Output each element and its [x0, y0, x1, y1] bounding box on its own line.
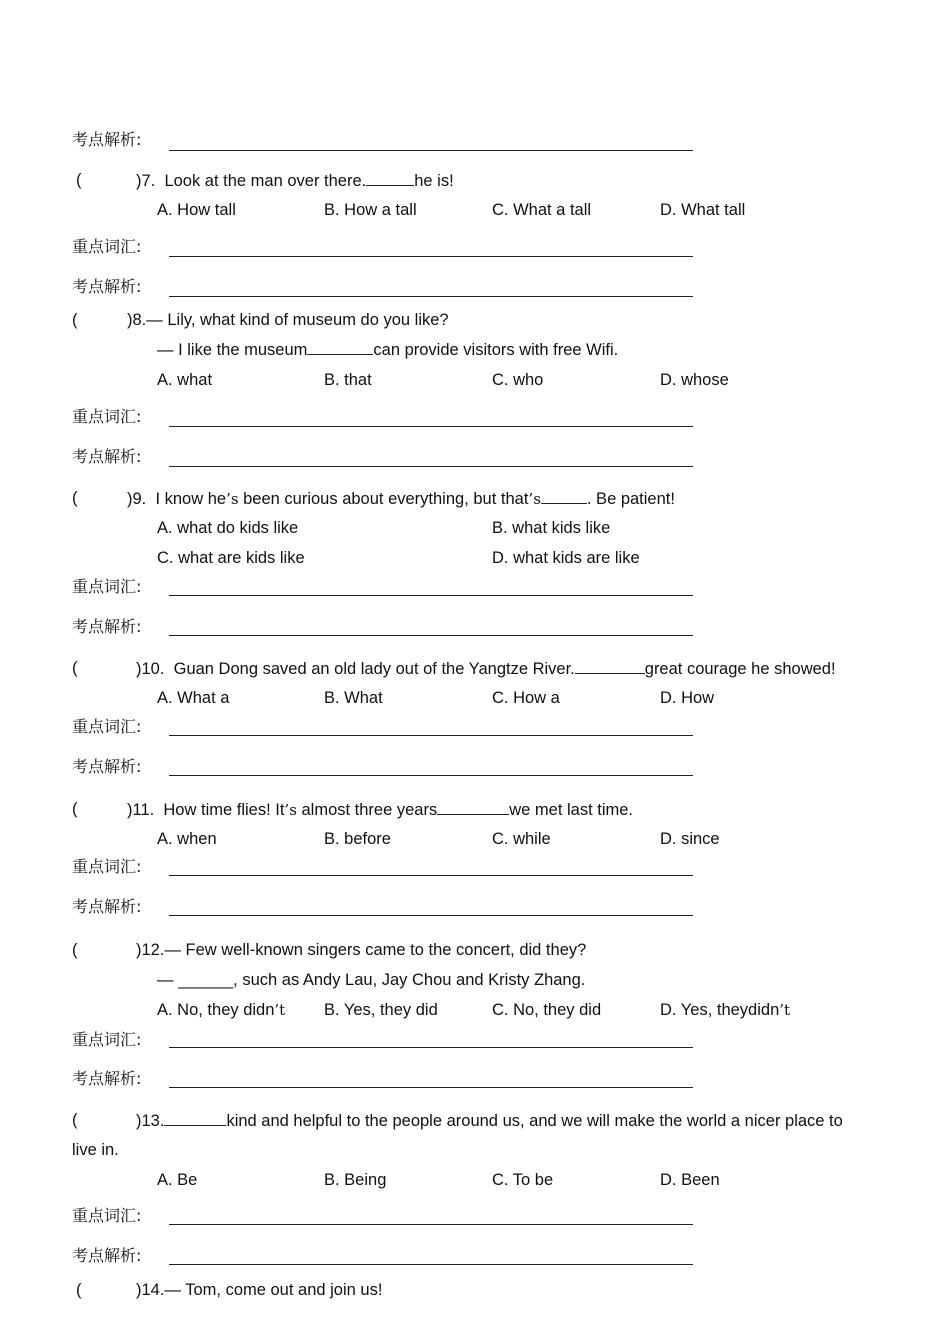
option-a[interactable]: A. No, they didn’t	[157, 1001, 286, 1019]
question-text: )12.— Few well-known singers came to the concert, did they?	[136, 941, 587, 959]
analysis-line[interactable]	[169, 296, 693, 297]
analysis-label: 考点解析:	[72, 757, 142, 776]
analysis-line[interactable]	[169, 915, 693, 916]
answer-paren: (	[72, 489, 78, 507]
option-b[interactable]: B. Being	[324, 1171, 387, 1189]
option-c[interactable]: C. No, they did	[492, 1001, 602, 1019]
option-b[interactable]: B. what kids like	[492, 519, 611, 537]
analysis-label: 考点解析:	[72, 1069, 142, 1088]
question-number: )10.	[136, 660, 165, 678]
option-c[interactable]: C. who	[492, 371, 544, 389]
answer-blank[interactable]: ______	[178, 971, 234, 989]
option-d[interactable]: D. Yes, theydidn’t	[660, 1001, 791, 1019]
analysis-label: 考点解析:	[72, 130, 142, 149]
vocab-line[interactable]	[169, 256, 693, 257]
answer-blank[interactable]	[437, 799, 509, 815]
option-c[interactable]: C. what are kids like	[157, 549, 305, 567]
option-d[interactable]: D. How	[660, 689, 715, 707]
vocab-line[interactable]	[169, 595, 693, 596]
option-c[interactable]: C. To be	[492, 1171, 554, 1189]
question-text-line2: — I like the museum can provide visitors with free Wifi.	[157, 341, 619, 359]
vocab-line[interactable]	[169, 875, 693, 876]
option-b[interactable]: B. What	[324, 689, 383, 707]
answer-paren: (	[72, 1111, 78, 1129]
option-b[interactable]: B. How a tall	[324, 201, 417, 219]
option-b[interactable]: B. that	[324, 371, 372, 389]
question-text-line2: — ______, such as Andy Lau, Jay Chou and Kristy Zhang.	[157, 971, 586, 989]
option-d[interactable]: D. what kids are like	[492, 549, 640, 567]
analysis-label: 考点解析:	[72, 277, 142, 296]
option-b[interactable]: B. Yes, they did	[324, 1001, 438, 1019]
vocab-label: 重点词汇:	[72, 1030, 142, 1049]
question-number: )12.	[136, 941, 165, 959]
question-text: )11. How time flies! It’s almost three years we met last time.	[127, 801, 634, 819]
analysis-line[interactable]	[169, 1087, 693, 1088]
question-text: )9. I know he’s been curious about everything, but that’s . Be patient!	[127, 490, 675, 508]
answer-paren: (	[72, 659, 78, 677]
option-d[interactable]: D. whose	[660, 371, 729, 389]
vocab-label: 重点词汇:	[72, 237, 142, 256]
option-a[interactable]: A. what	[157, 371, 213, 389]
analysis-label: 考点解析:	[72, 617, 142, 636]
question-number: )14.	[136, 1281, 165, 1299]
analysis-line[interactable]	[169, 150, 693, 151]
question-text: )8.— Lily, what kind of museum do you like?	[127, 311, 449, 329]
option-c[interactable]: C. What a tall	[492, 201, 592, 219]
answer-paren: (	[72, 311, 78, 329]
question-number: )8.	[127, 311, 147, 329]
analysis-label: 考点解析:	[72, 897, 142, 916]
option-d[interactable]: D. Been	[660, 1171, 720, 1189]
question-number: )9.	[127, 490, 147, 508]
option-a[interactable]: A. What a	[157, 689, 230, 707]
answer-blank[interactable]	[164, 1110, 226, 1126]
answer-blank[interactable]	[307, 339, 373, 355]
vocab-label: 重点词汇:	[72, 407, 142, 426]
answer-paren: (	[76, 1281, 82, 1299]
vocab-label: 重点词汇:	[72, 1206, 142, 1225]
question-number: )11.	[127, 801, 155, 819]
answer-paren: (	[72, 941, 78, 959]
vocab-line[interactable]	[169, 735, 693, 736]
question-text: )13. kind and helpful to the people around us, and we will make the world a nicer place to	[136, 1112, 843, 1130]
analysis-line[interactable]	[169, 466, 693, 467]
vocab-label: 重点词汇:	[72, 717, 142, 736]
vocab-line[interactable]	[169, 426, 693, 427]
question-text: )10. Guan Dong saved an old lady out of the Yangtze River. great courage he showed!	[136, 660, 836, 678]
option-c[interactable]: C. while	[492, 830, 551, 848]
question-text-line2: live in.	[72, 1141, 119, 1159]
question-number: )7.	[136, 172, 156, 190]
answer-blank[interactable]	[541, 488, 587, 504]
answer-blank[interactable]	[575, 658, 645, 674]
option-c[interactable]: C. How a	[492, 689, 560, 707]
vocab-line[interactable]	[169, 1047, 693, 1048]
option-a[interactable]: A. How tall	[157, 201, 236, 219]
option-d[interactable]: D. since	[660, 830, 720, 848]
analysis-label: 考点解析:	[72, 447, 142, 466]
option-a[interactable]: A. when	[157, 830, 217, 848]
question-number: )13.	[136, 1112, 165, 1130]
option-b[interactable]: B. before	[324, 830, 391, 848]
analysis-line[interactable]	[169, 1264, 693, 1265]
vocab-label: 重点词汇:	[72, 577, 142, 596]
analysis-line[interactable]	[169, 775, 693, 776]
question-text: )7. Look at the man over there. he is!	[136, 172, 454, 190]
answer-blank[interactable]	[366, 170, 414, 186]
vocab-label: 重点词汇:	[72, 857, 142, 876]
option-a[interactable]: A. what do kids like	[157, 519, 299, 537]
option-a[interactable]: A. Be	[157, 1171, 198, 1189]
analysis-label: 考点解析:	[72, 1246, 142, 1265]
question-text: )14.— Tom, come out and join us!	[136, 1281, 383, 1299]
answer-paren: (	[72, 800, 78, 818]
option-d[interactable]: D. What tall	[660, 201, 746, 219]
answer-paren: (	[76, 171, 82, 189]
analysis-line[interactable]	[169, 635, 693, 636]
vocab-line[interactable]	[169, 1224, 693, 1225]
